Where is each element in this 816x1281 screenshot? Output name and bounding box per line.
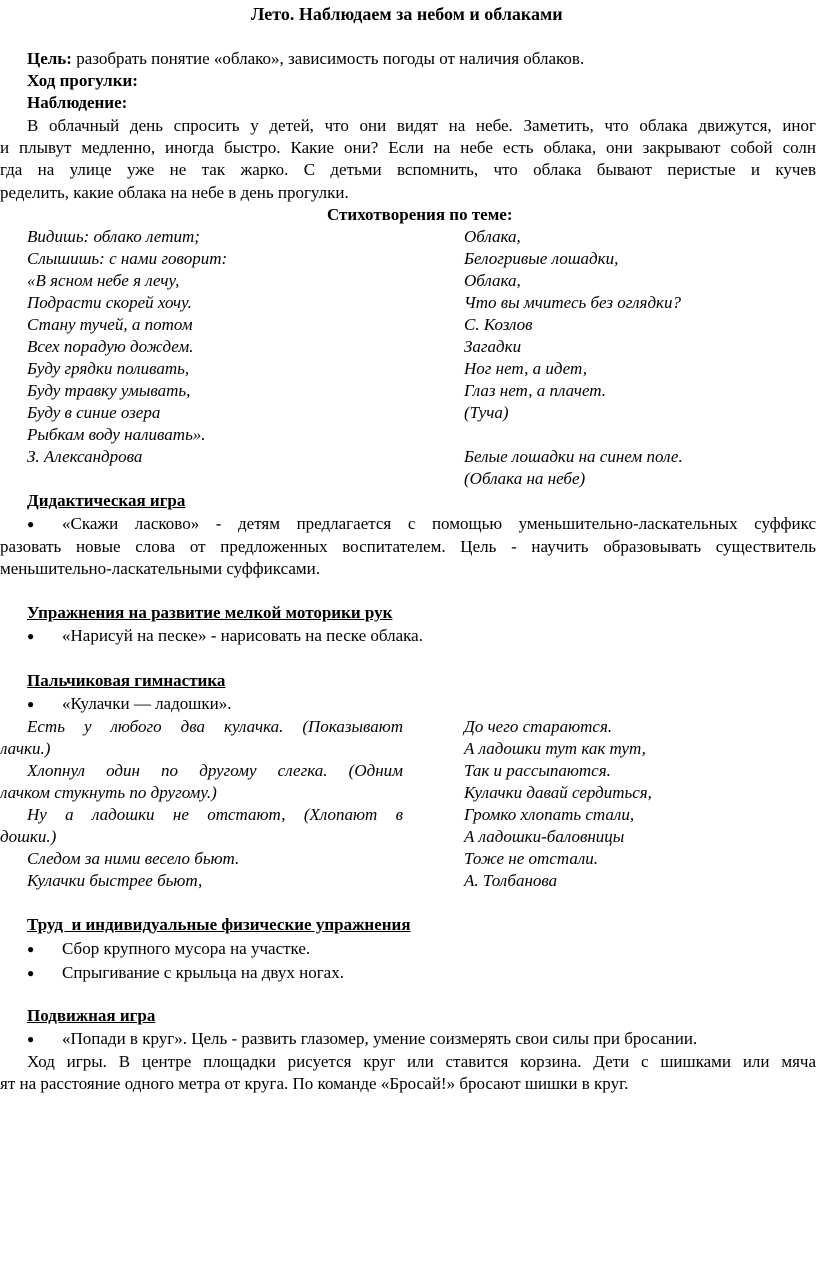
walk-heading: Ход прогулки: [27, 71, 138, 90]
poem-line: Что вы мчитесь без оглядки? [464, 293, 681, 312]
observation-line: и плывут медленно, иногда быстро. Какие они? Если на небе есть облака, они закрывают собой солн [0, 138, 816, 157]
poem-line: Облака, [464, 271, 521, 290]
poem-line: Буду грядки поливать, [27, 359, 190, 378]
document-title: Лето. Наблюдаем за небом и облаками [251, 4, 563, 24]
finger-line: Кулачки давай сердиться, [464, 783, 652, 802]
bullet-icon: ● [27, 1032, 35, 1046]
finger-line: Кулачки быстрее бьют, [27, 871, 203, 890]
finger-item: «Кулачки — ладошки». [62, 694, 232, 713]
poem-line: Белогривые лошадки, [464, 249, 619, 268]
poem-author: З. Александрова [27, 447, 143, 466]
riddle-answer: (Туча) [464, 403, 509, 422]
didactic-line: разовать новые слова от предложенных воспитателем. Цель - научить образовывать существитель [0, 537, 816, 556]
bullet-icon: ● [27, 517, 35, 531]
poem-line: Видишь: облако летит; [27, 227, 200, 246]
didactic-heading: Дидактическая игра [27, 491, 186, 510]
finger-line: лачком стукнуть по другому.) [0, 783, 217, 802]
finger-author: А. Толбанова [464, 871, 558, 890]
observation-line: ределить, какие облака на небе в день прогулки. [0, 183, 349, 202]
motor-item: «Нарисуй на песке» - нарисовать на песке облака. [62, 626, 423, 645]
goal-text: разобрать понятие «облако», зависимость погоды от наличия облаков. [71, 49, 585, 68]
didactic-line: меньшительно-ласкательными суффиксами. [0, 559, 320, 578]
labor-item: Спрыгивание с крыльца на двух ногах. [62, 963, 344, 982]
finger-line: Ну а ладошки не отстают, (Хлопают в [27, 805, 403, 824]
finger-line: Тоже не отстали. [464, 849, 598, 868]
riddle-line: Белые лошадки на синем поле. [464, 447, 683, 466]
poem-line: Подрасти скорей хочу. [27, 293, 192, 312]
bullet-icon: ● [27, 697, 35, 711]
finger-heading: Пальчиковая гимнастика [27, 671, 226, 690]
riddle-line: Глаз нет, а плачет. [464, 381, 607, 400]
poem-line: Буду травку умывать, [27, 381, 191, 400]
didactic-line: «Скажи ласково» - детям предлагается с помощью уменьшительно-ласкательных суффикс [62, 514, 816, 533]
outdoor-heading: Подвижная игра [27, 1006, 156, 1025]
finger-line: А ладошки тут как тут, [464, 739, 646, 758]
finger-line: Так и рассыпаются. [464, 761, 611, 780]
poem-author: С. Козлов [464, 315, 533, 334]
finger-line: А ладошки-баловницы [464, 827, 625, 846]
bullet-icon: ● [27, 966, 35, 980]
observation-line: гда на улице уже не так жарко. С детьми вспомнить, что облака бывают перистые и кучев [0, 160, 816, 179]
bullet-icon: ● [27, 942, 35, 956]
poem-line: Стану тучей, а потом [27, 315, 193, 334]
bullet-icon: ● [27, 629, 35, 643]
poem-line: Всех порадую дождем. [27, 337, 194, 356]
finger-line: Хлопнул один по другому слегка. (Одним [27, 761, 403, 780]
poem-line: Слышишь: с нами говорит: [27, 249, 228, 268]
outdoor-line: Ход игры. В центре площадки рисуется круг или ставится корзина. Дети с шишками или мяча [27, 1052, 816, 1071]
outdoor-item: «Попади в круг». Цель - развить глазомер, умение соизмерять свои силы при бросании. [62, 1029, 698, 1048]
riddle-line: Ног нет, а идет, [464, 359, 587, 378]
motor-heading: Упражнения на развитие мелкой моторики рук [27, 603, 393, 622]
finger-line: Следом за ними весело бьют. [27, 849, 240, 868]
finger-line: Есть у любого два кулачка. (Показывают [27, 717, 403, 736]
poem-line: Рыбкам воду наливать». [27, 425, 206, 444]
finger-line: лачки.) [0, 739, 51, 758]
outdoor-line: ят на расстояние одного метра от круга. По команде «Бросай!» бросают шишки в круг. [0, 1074, 629, 1093]
finger-line: Громко хлопать стали, [464, 805, 635, 824]
goal-label: Цель: [27, 49, 72, 68]
poem-line: Облака, [464, 227, 521, 246]
finger-line: До чего стараются. [464, 717, 613, 736]
observation-line: В облачный день спросить у детей, что они видят на небе. Заметить, что облака движутся, иног [27, 116, 816, 135]
finger-line: дошки.) [0, 827, 57, 846]
riddle-answer: (Облака на небе) [464, 469, 586, 488]
poems-heading: Стихотворения по теме: [327, 205, 513, 224]
poem-line: Буду в синие озера [27, 403, 161, 422]
labor-heading: Труд и индивидуальные физические упражнения [27, 915, 411, 934]
observation-heading: Наблюдение: [27, 93, 128, 112]
labor-item: Сбор крупного мусора на участке. [62, 939, 311, 958]
riddles-label: Загадки [464, 337, 522, 356]
poem-line: «В ясном небе я лечу, [27, 271, 180, 290]
goal-paragraph [27, 48, 584, 70]
